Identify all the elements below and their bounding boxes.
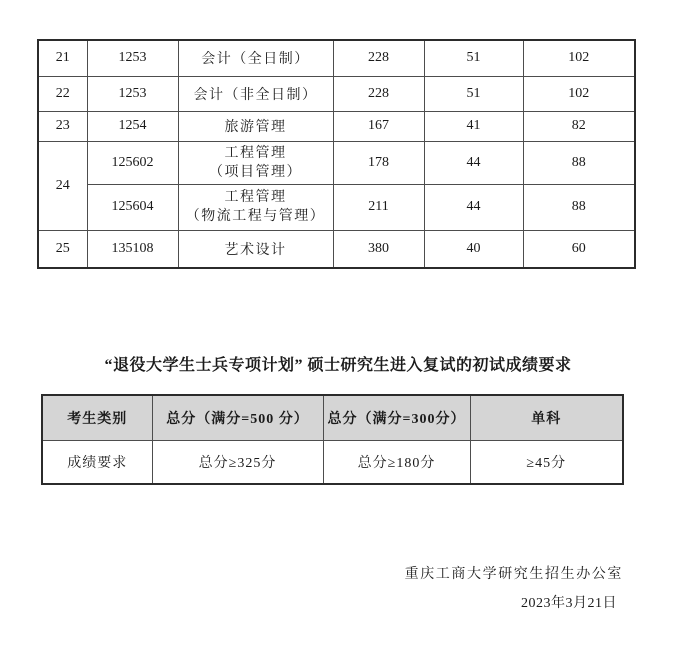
cell-code: 1253 <box>87 76 178 111</box>
cell-seq: 22 <box>38 76 87 111</box>
cell-program: 艺术设计 <box>178 230 333 268</box>
cell-score-c: 82 <box>523 111 635 141</box>
cell-score-c: 60 <box>523 230 635 268</box>
cell-req-single: ≥45分 <box>470 441 623 485</box>
header-total-500: 总分（满分=500 分） <box>152 395 323 441</box>
cell-code: 1254 <box>87 111 178 141</box>
cell-score-c: 88 <box>523 141 635 184</box>
cell-score-total: 228 <box>333 76 424 111</box>
cell-score-c: 102 <box>523 76 635 111</box>
cell-program: 旅游管理 <box>178 111 333 141</box>
cell-seq: 23 <box>38 111 87 141</box>
program-line-2: （物流工程与管理） <box>185 209 326 224</box>
cell-program: 会计（非全日制） <box>178 76 333 111</box>
program-line-1: 工程管理 <box>224 145 287 161</box>
header-total-300: 总分（满分=300分） <box>323 395 470 441</box>
cell-score-b: 44 <box>424 184 523 230</box>
cell-score-b: 41 <box>424 111 523 141</box>
cell-code: 125602 <box>87 141 178 184</box>
signature-office: 重庆工商大学研究生招生办公室 <box>404 567 623 582</box>
cell-program <box>178 141 333 184</box>
cell-score-total: 211 <box>333 184 424 230</box>
cell-seq: 25 <box>38 230 87 268</box>
table-row <box>38 76 635 111</box>
cell-score-c: 102 <box>523 40 635 76</box>
cell-program: 会计（全日制） <box>178 40 333 76</box>
table-row <box>38 111 635 141</box>
cell-category: 成绩要求 <box>42 441 152 485</box>
cell-score-total: 228 <box>333 40 424 76</box>
cell-score-total: 380 <box>333 230 424 268</box>
cell-score-b: 51 <box>424 76 523 111</box>
table-row <box>38 141 635 184</box>
cell-code: 125604 <box>87 184 178 230</box>
cell-score-total: 167 <box>333 111 424 141</box>
cell-score-b: 44 <box>424 141 523 184</box>
program-line-2: （项目管理） <box>209 164 302 180</box>
signature-block <box>405 560 623 618</box>
cell-seq-merged: 24 <box>38 141 87 230</box>
header-single-subject: 单科 <box>470 395 623 441</box>
cell-score-b: 40 <box>424 230 523 268</box>
cell-score-total: 178 <box>333 141 424 184</box>
table-header-row <box>42 395 623 441</box>
cell-score-b: 51 <box>424 40 523 76</box>
table-row <box>38 184 635 230</box>
table-row <box>38 40 635 76</box>
cell-score-c: 88 <box>523 184 635 230</box>
section-title: “退役大学生士兵专项计划” 硕士研究生进入复试的初试成绩要求 <box>104 357 572 374</box>
header-candidate-type: 考生类别 <box>42 395 152 441</box>
program-line-1: 工程管理 <box>224 190 287 205</box>
cell-code: 1253 <box>87 40 178 76</box>
scores-table <box>37 39 636 269</box>
cell-code: 135108 <box>87 230 178 268</box>
signature-date: 2023年3月21日 <box>521 596 617 611</box>
cell-program <box>178 184 333 230</box>
cell-req-300: 总分≥180分 <box>323 441 470 485</box>
cell-seq: 21 <box>38 40 87 76</box>
special-plan-table <box>41 394 624 485</box>
cell-req-500: 总分≥325分 <box>152 441 323 485</box>
table-row <box>38 230 635 268</box>
table-row <box>42 441 623 485</box>
